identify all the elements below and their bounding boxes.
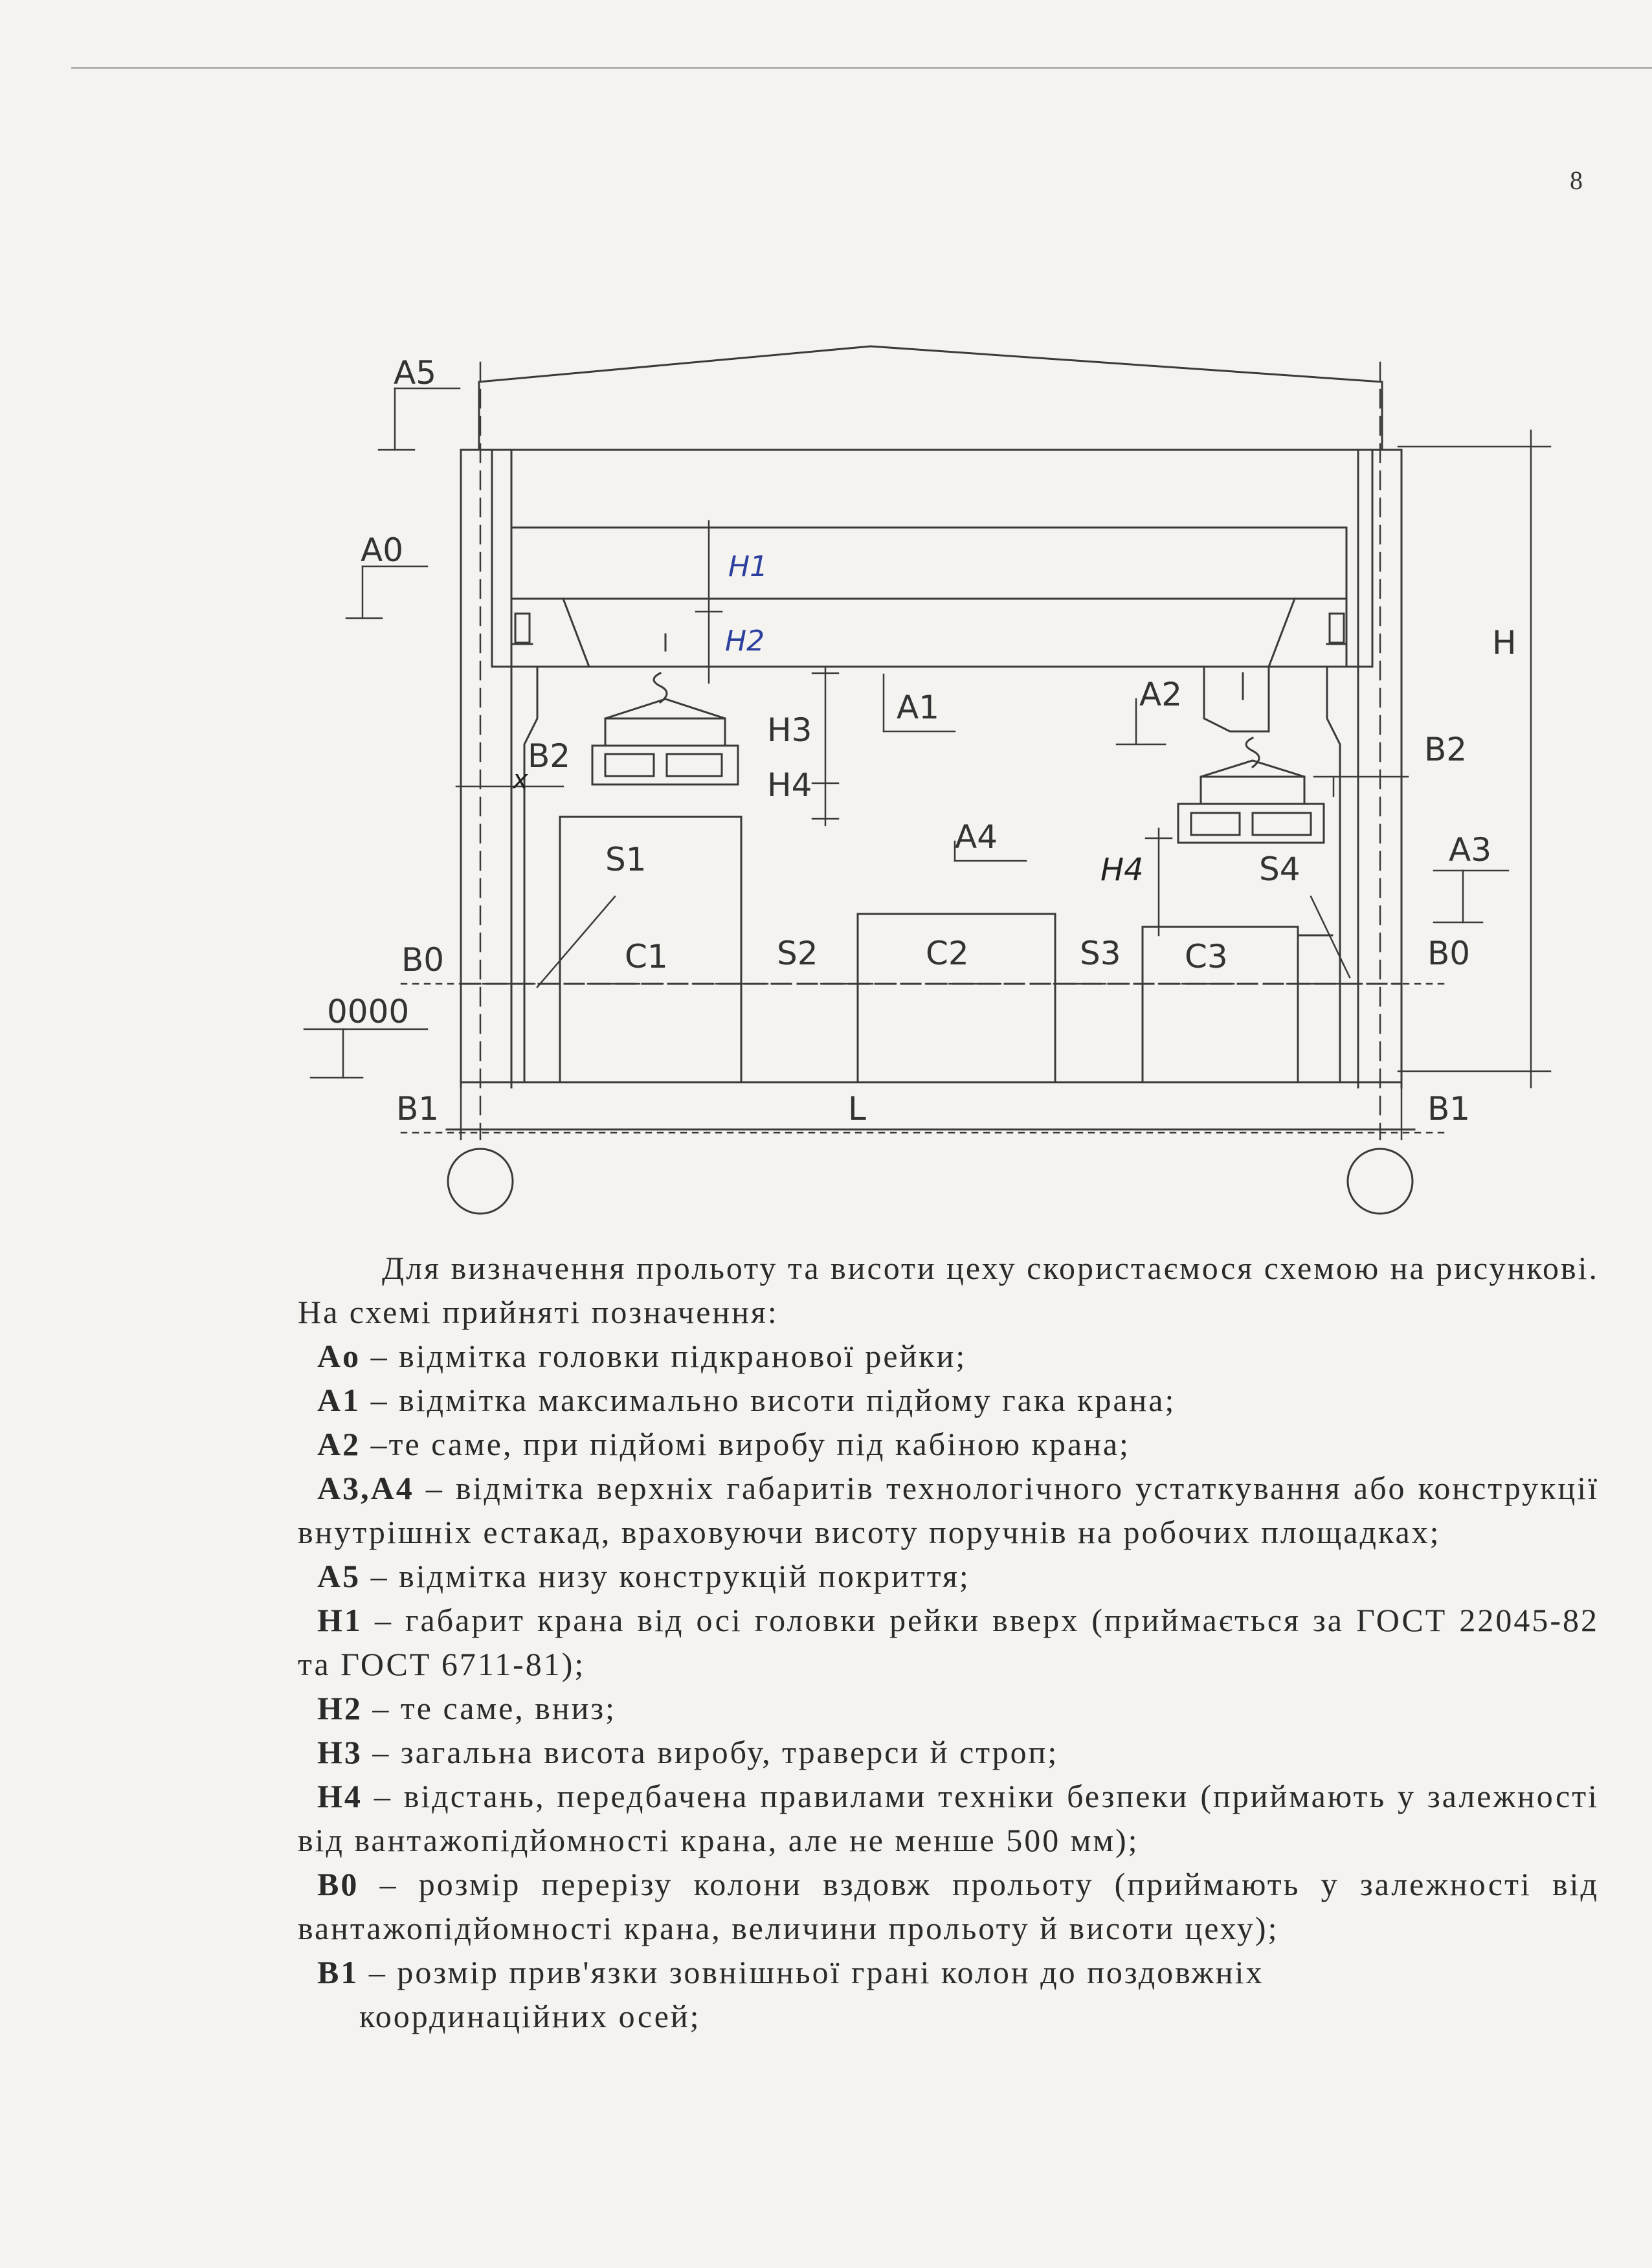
definition-text: –те саме, при підйомі виробу під кабіною крана; xyxy=(361,1426,1130,1462)
definition-text: – відмітка головки підкранової рейки; xyxy=(361,1338,967,1374)
crane-bridge xyxy=(511,528,1346,667)
label-c2: C2 xyxy=(926,935,969,972)
label-a5: A5 xyxy=(394,354,437,392)
definition-symbol: H4 xyxy=(317,1778,363,1814)
label-s4: S4 xyxy=(1259,850,1300,888)
left-hook-load xyxy=(592,634,738,784)
label-a2: A2 xyxy=(1139,676,1183,713)
definition-text: – те саме, вниз; xyxy=(362,1690,617,1726)
right-axis-circle xyxy=(1348,1149,1412,1214)
label-s3: S3 xyxy=(1080,935,1121,972)
floor xyxy=(447,984,1414,1129)
definition-text: – відстань, передбачена правилами техніки безпеки (приймають у залежності від вантажопідйомності крана, але не менше 500 мм); xyxy=(298,1778,1599,1858)
crane-cab xyxy=(1204,667,1269,731)
definition-text: – відмітка верхніх габаритів технологічного устаткування або конструкції внутрішніх естакад, враховуючи висоту поручнів на робочих площадках; xyxy=(298,1470,1599,1550)
definition-symbol: H1 xyxy=(317,1602,363,1638)
definition-text: – розмір перерізу колони вздовж прольоту (приймають у залежності від вантажопідйомності крана, величини прольоту й висоти цеху); xyxy=(298,1866,1599,1946)
definition-item xyxy=(298,1554,1599,1598)
label-h-total: H xyxy=(1492,624,1517,662)
walls xyxy=(461,450,1401,1087)
roof-truss xyxy=(479,346,1382,450)
label-s2: S2 xyxy=(777,935,818,972)
left-axis-circle xyxy=(448,1149,513,1214)
label-b0-right: B0 xyxy=(1427,935,1471,972)
handwritten-h2: H2 xyxy=(725,625,765,658)
definition-text: – габарит крана від осі головки рейки вверх (приймається за ГОСТ 22045-82 та ГОСТ 6711-81); xyxy=(298,1602,1599,1682)
label-h3: H3 xyxy=(767,711,812,749)
definition-symbol: Ao xyxy=(317,1338,361,1374)
handwritten-h1: H1 xyxy=(728,550,768,583)
definition-symbol: A2 xyxy=(317,1426,361,1462)
definition-item xyxy=(298,1950,1599,1994)
definition-text: – відмітка низу конструкцій покриття; xyxy=(361,1558,970,1594)
definition-symbol: A1 xyxy=(317,1382,361,1418)
definition-item xyxy=(298,1466,1599,1554)
definition-item xyxy=(298,1862,1599,1950)
definitions-list xyxy=(298,1334,1599,1994)
handwritten-x-mark: x xyxy=(513,765,528,795)
label-b0-left: B0 xyxy=(401,941,445,979)
definition-symbol: H3 xyxy=(317,1734,363,1770)
definition-symbol: H2 xyxy=(317,1690,363,1726)
definition-item xyxy=(298,1598,1599,1686)
definition-item xyxy=(298,1730,1599,1774)
column-axes xyxy=(480,362,1380,1139)
label-c1: C1 xyxy=(625,938,668,975)
label-s1: S1 xyxy=(605,841,647,878)
label-c3: C3 xyxy=(1185,938,1228,975)
definition-symbol: B1 xyxy=(317,1954,359,1990)
label-b1-right: B1 xyxy=(1427,1090,1471,1128)
label-h4: H4 xyxy=(767,766,812,804)
handwritten-h4: H4 xyxy=(1100,852,1144,888)
label-a1: A1 xyxy=(897,689,940,726)
definition-item xyxy=(298,1378,1599,1422)
label-a3: A3 xyxy=(1449,831,1492,869)
label-a4: A4 xyxy=(955,818,998,856)
intro-paragraph: Для визначення прольоту та висоти цеху скористаємося схемою на рисункові. На схемі прийняті позначення: xyxy=(298,1250,1599,1330)
definition-text: – відмітка максимально висоти підйому гака крана; xyxy=(361,1382,1176,1418)
label-zero-elevation: 0000 xyxy=(327,993,410,1030)
definition-item xyxy=(298,1774,1599,1862)
document-body xyxy=(298,1246,1599,2038)
definition-continuation: координаційних осей; xyxy=(359,1998,701,2034)
label-b2-left: B2 xyxy=(528,737,571,775)
label-b1-left: B1 xyxy=(396,1090,440,1128)
page-number: 8 xyxy=(1570,166,1583,195)
right-hook-load xyxy=(1178,738,1324,843)
definition-item xyxy=(298,1422,1599,1466)
label-a0: A0 xyxy=(361,531,404,569)
definition-symbol: A5 xyxy=(317,1558,361,1594)
definition-symbol: A3,A4 xyxy=(317,1470,414,1506)
definition-item xyxy=(298,1334,1599,1378)
label-b2-right: B2 xyxy=(1424,731,1468,768)
right-column xyxy=(1327,450,1372,1081)
definition-text: – загальна висота виробу, траверси й строп; xyxy=(362,1734,1059,1770)
definition-symbol: B0 xyxy=(317,1866,359,1902)
label-span: L xyxy=(848,1090,866,1128)
definition-text: – розмір прив'язки зовнішньої грані колон до поздовжніх xyxy=(359,1954,1264,1990)
definition-item xyxy=(298,1686,1599,1730)
